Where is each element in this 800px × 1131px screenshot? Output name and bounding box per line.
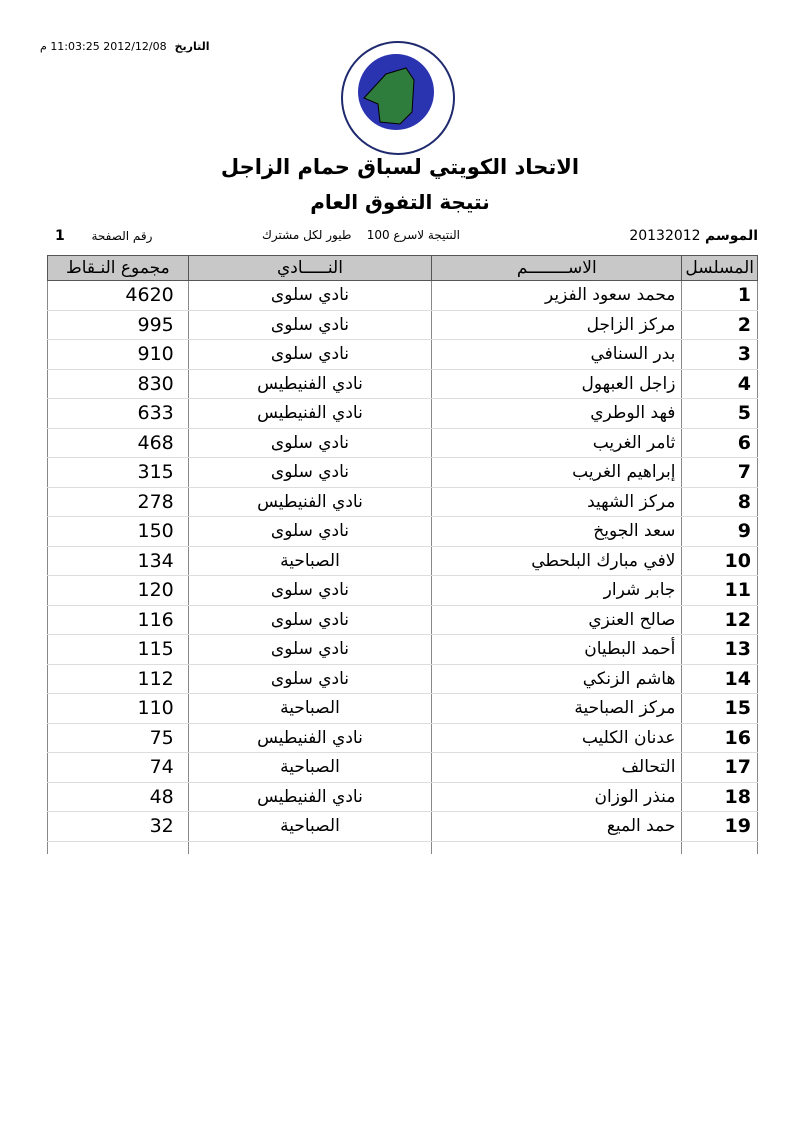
name-cell: محمد سعود الفزير xyxy=(432,281,682,311)
serial-cell: 14 xyxy=(682,664,758,694)
col-points: مجموع النـقاط xyxy=(48,256,189,281)
table-row xyxy=(48,812,758,842)
points-cell: 633 xyxy=(48,399,189,429)
name-cell: حمد الميع xyxy=(432,812,682,842)
club-cell: نادي سلوى xyxy=(188,340,431,370)
season-label: الموسم xyxy=(705,228,758,244)
season xyxy=(629,228,758,244)
serial-cell: 9 xyxy=(682,517,758,547)
table-row xyxy=(48,782,758,812)
name-cell: مركز الصباحية xyxy=(432,694,682,724)
serial-cell: 12 xyxy=(682,605,758,635)
name-cell: صالح العنزي xyxy=(432,605,682,635)
name-cell: هاشم الزنكي xyxy=(432,664,682,694)
col-club: النـــــادي xyxy=(188,256,431,281)
points-cell: 75 xyxy=(48,723,189,753)
points-cell: 115 xyxy=(48,635,189,665)
name-cell: منذر الوزان xyxy=(432,782,682,812)
report-date xyxy=(40,40,210,53)
club-cell: نادي الفنيطيس xyxy=(188,369,431,399)
name-cell: بدر السنافي xyxy=(432,340,682,370)
name-cell: زاجل العبهول xyxy=(432,369,682,399)
table-row xyxy=(48,753,758,783)
club-cell: نادي سلوى xyxy=(188,310,431,340)
club-cell: نادي الفنيطيس xyxy=(188,782,431,812)
page-info xyxy=(55,228,152,244)
empty-cell xyxy=(48,841,189,854)
table-row xyxy=(48,340,758,370)
table-row xyxy=(48,723,758,753)
date-label: التاريخ xyxy=(174,40,210,53)
table-row xyxy=(48,664,758,694)
serial-cell: 6 xyxy=(682,428,758,458)
serial-cell: 16 xyxy=(682,723,758,753)
points-cell: 995 xyxy=(48,310,189,340)
points-cell: 278 xyxy=(48,487,189,517)
table-row xyxy=(48,458,758,488)
club-cell: نادي الفنيطيس xyxy=(188,723,431,753)
table-end xyxy=(48,841,758,854)
points-cell: 910 xyxy=(48,340,189,370)
table-row xyxy=(48,576,758,606)
serial-cell: 15 xyxy=(682,694,758,724)
club-cell: نادي الفنيطيس xyxy=(188,487,431,517)
table-row xyxy=(48,546,758,576)
serial-cell: 11 xyxy=(682,576,758,606)
serial-cell: 8 xyxy=(682,487,758,517)
points-cell: 120 xyxy=(48,576,189,606)
points-cell: 116 xyxy=(48,605,189,635)
club-cell: الصباحية xyxy=(188,546,431,576)
name-cell: إبراهيم الغريب xyxy=(432,458,682,488)
col-serial: المسلسل xyxy=(682,256,758,281)
club-cell: نادي سلوى xyxy=(188,664,431,694)
table-row xyxy=(48,635,758,665)
club-cell: نادي سلوى xyxy=(188,458,431,488)
club-cell: نادي الفنيطيس xyxy=(188,399,431,429)
page-number: 1 xyxy=(55,228,65,244)
table-row xyxy=(48,487,758,517)
club-cell: الصباحية xyxy=(188,812,431,842)
serial-cell: 19 xyxy=(682,812,758,842)
birds-note-text: طيور لكل مشترك xyxy=(262,228,352,242)
serial-cell: 3 xyxy=(682,340,758,370)
date-value: 2012/12/08 11:03:25 م xyxy=(40,40,167,53)
serial-cell: 2 xyxy=(682,310,758,340)
serial-cell: 4 xyxy=(682,369,758,399)
federation-logo xyxy=(340,40,456,156)
table-row xyxy=(48,369,758,399)
points-cell: 112 xyxy=(48,664,189,694)
club-cell: الصباحية xyxy=(188,753,431,783)
name-cell: مركز الشهيد xyxy=(432,487,682,517)
report-subtitle: نتيجة التفوق العام xyxy=(310,190,490,214)
serial-cell: 7 xyxy=(682,458,758,488)
club-cell: الصباحية xyxy=(188,694,431,724)
club-cell: نادي سلوى xyxy=(188,281,431,311)
club-cell: نادي سلوى xyxy=(188,576,431,606)
name-cell: فهد الوطري xyxy=(432,399,682,429)
club-cell: نادي سلوى xyxy=(188,517,431,547)
table-row xyxy=(48,399,758,429)
club-cell: نادي سلوى xyxy=(188,635,431,665)
table-row xyxy=(48,694,758,724)
table-row xyxy=(48,428,758,458)
serial-cell: 17 xyxy=(682,753,758,783)
season-value: 20132012 xyxy=(629,228,701,244)
points-cell: 32 xyxy=(48,812,189,842)
serial-cell: 18 xyxy=(682,782,758,812)
club-cell: نادي سلوى xyxy=(188,605,431,635)
name-cell: لافي مبارك البلحطي xyxy=(432,546,682,576)
serial-cell: 5 xyxy=(682,399,758,429)
points-cell: 468 xyxy=(48,428,189,458)
table-row xyxy=(48,605,758,635)
name-cell: عدنان الكليب xyxy=(432,723,682,753)
result-note-text: النتيجة لاسرع 100 xyxy=(366,228,460,242)
name-cell: ثامر الغريب xyxy=(432,428,682,458)
name-cell: أحمد البطيان xyxy=(432,635,682,665)
name-cell: جابر شرار xyxy=(432,576,682,606)
empty-cell xyxy=(188,841,431,854)
col-name: الاســــــــم xyxy=(432,256,682,281)
club-cell: نادي سلوى xyxy=(188,428,431,458)
report-title: الاتحاد الكويتي لسباق حمام الزاجل xyxy=(220,155,580,179)
points-cell: 74 xyxy=(48,753,189,783)
empty-cell xyxy=(432,841,682,854)
name-cell: سعد الجويخ xyxy=(432,517,682,547)
page-label: رقم الصفحة xyxy=(91,229,153,243)
table-row xyxy=(48,281,758,311)
points-cell: 134 xyxy=(48,546,189,576)
result-note xyxy=(262,228,460,242)
points-cell: 830 xyxy=(48,369,189,399)
table-row xyxy=(48,517,758,547)
empty-cell xyxy=(682,841,758,854)
points-cell: 150 xyxy=(48,517,189,547)
points-cell: 315 xyxy=(48,458,189,488)
name-cell: مركز الزاجل xyxy=(432,310,682,340)
points-cell: 4620 xyxy=(48,281,189,311)
name-cell: التحالف xyxy=(432,753,682,783)
points-cell: 48 xyxy=(48,782,189,812)
serial-cell: 10 xyxy=(682,546,758,576)
serial-cell: 13 xyxy=(682,635,758,665)
serial-cell: 1 xyxy=(682,281,758,311)
points-cell: 110 xyxy=(48,694,189,724)
table-row xyxy=(48,310,758,340)
results-table xyxy=(47,255,758,854)
